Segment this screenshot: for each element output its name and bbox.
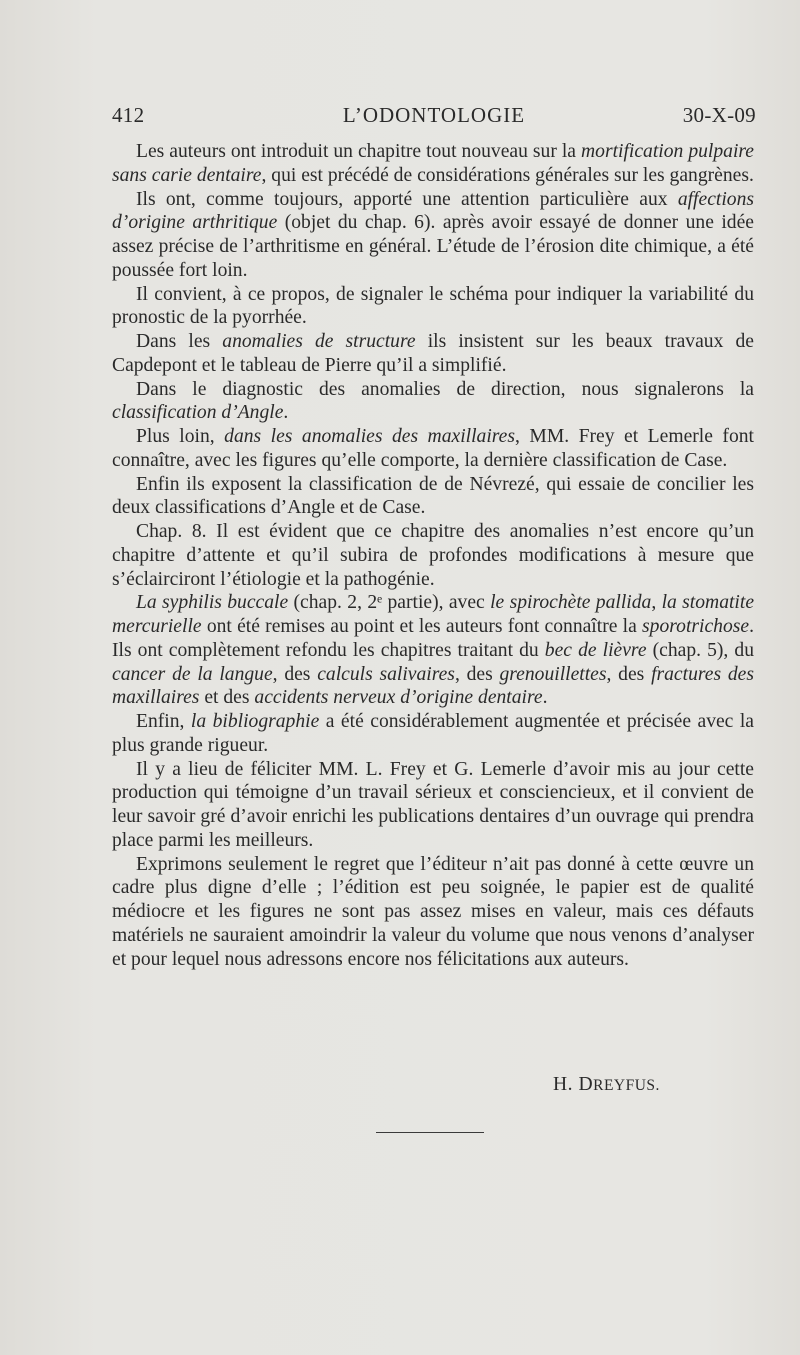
signature-surname-smallcaps: REYFUS. [593, 1077, 660, 1094]
text-run: . [542, 687, 548, 709]
italic-phrase: accidents nerveux d’origine dentaire [254, 687, 543, 709]
paragraph [112, 473, 754, 521]
italic-phrase: grenouillettes [499, 663, 607, 685]
paragraph [112, 710, 754, 758]
text-run: Chap. 8. Il est évident que ce chapitre des anomalies n’est encore qu’un chapitre d’attente et qu’il subira de profondes modifications à mesure que s’éclairciront l’étiologie et la pathogénie. [112, 521, 754, 590]
text-run: . Ils ont complètement refondu les chapitres traitant du [112, 616, 754, 661]
text-run: (chap. 2, 2ᵉ partie), avec [288, 592, 491, 614]
text-run: , [651, 592, 662, 614]
paragraph [112, 425, 754, 473]
text-run: ont été remises au point et les auteurs font connaître la [201, 616, 643, 637]
paragraph [112, 853, 754, 972]
text-run: Dans le diagnostic des anomalies de direction, nous signalerons la [136, 378, 754, 400]
text-run: Dans les [136, 331, 223, 352]
text-run: Plus loin, [136, 426, 225, 447]
paragraph [112, 378, 754, 426]
paragraph [112, 591, 754, 710]
text-run: (objet du chap. 6). après avoir essayé de donner une idée assez précise de l’arthritisme en général. L’étude de l’érosion dite chimique, a été poussée fort loin. [112, 212, 754, 281]
text-run: ils insistent sur les beaux travaux de Capdepont et le tableau de Pierre qu’il a simplifié. [112, 331, 754, 376]
italic-phrase: la bibliographie [190, 711, 320, 732]
paragraph [112, 758, 754, 853]
paragraph [112, 188, 754, 283]
italic-phrase: fractures des maxillaires [112, 663, 754, 709]
italic-phrase: bec de lièvre [544, 639, 647, 661]
text-run: et des [199, 687, 255, 709]
text-run: (chap. 5), du [646, 639, 755, 661]
paragraph [112, 283, 754, 331]
end-rule [376, 1132, 484, 1133]
issue-date: 30-X-09 [682, 103, 756, 127]
paragraph [112, 330, 754, 378]
text-run: Enfin ils exposent la classification de de Névrezé, qui essaie de concilier les deux classifications d’Angle et de Case. [112, 473, 754, 519]
text-run: a été considérablement augmentée et précisée avec la plus grande rigueur. [112, 711, 754, 756]
text-run: . [283, 402, 289, 424]
italic-phrase: affections d’origine arthritique [112, 188, 754, 234]
text-run: Exprimons seulement le regret que l’éditeur n’ait pas donné à cette œuvre un cadre plus digne d’elle ; l’édition est peu soignée, le papier est de qualité médiocre et les figures ne sont pas assez mises en valeur, mais ces défauts matériels ne sauraient amoindrir la valeur du volume que nous venons d’analyser et pour lequel nous adressons encore nos félicitations aux auteurs. [112, 853, 754, 970]
text-run: , des [606, 663, 652, 685]
text-run: , MM. Frey et Lemerle font connaître, avec les figures qu’elle comporte, la dernière classification de Case. [112, 426, 754, 471]
page-number: 412 [112, 103, 145, 127]
paragraph [112, 520, 754, 591]
text-run: , qui est précédé de considérations générales sur les gangrènes. [261, 164, 754, 186]
italic-phrase: dans les anomalies des maxillaires [224, 426, 515, 447]
italic-phrase: sporotrichose [642, 616, 750, 637]
italic-phrase: calculs salivaires [317, 663, 455, 685]
text-run: , des [454, 663, 500, 685]
text-run: Les auteurs ont introduit un chapitre tout nouveau sur la [136, 141, 581, 162]
text-run: Enfin, [136, 711, 191, 732]
text-run: , des [272, 663, 318, 685]
italic-phrase: La syphilis buccale [136, 592, 289, 614]
italic-phrase: la stomatite mercurielle [112, 592, 755, 637]
italic-phrase: mortification pulpaire sans carie dentaire [112, 141, 754, 186]
italic-phrase: anomalies de structure [222, 331, 416, 352]
author-signature [553, 1074, 660, 1096]
italic-phrase: classification d’Angle [112, 402, 284, 424]
paragraph [112, 140, 754, 188]
running-title: L’ODONTOLOGIE [342, 103, 526, 127]
article-body [112, 140, 754, 971]
running-header [112, 103, 756, 131]
text-run: Il convient, à ce propos, de signaler le schéma pour indiquer la variabilité du pronostic de la pyorrhée. [112, 283, 754, 329]
italic-phrase: le spirochète pallida [490, 592, 652, 614]
signature-initial: H. D [553, 1074, 594, 1095]
italic-phrase: cancer de la langue [112, 663, 273, 685]
text-run: Ils ont, comme toujours, apporté une attention particulière aux [136, 188, 678, 210]
text-run: Il y a lieu de féliciter MM. L. Frey et G. Lemerle d’avoir mis au jour cette production qui témoigne d’un travail sérieux et consciencieux, et il convient de leur savoir gré d’avoir enrichi les publications dentaires d’un ouvrage qui prendra place parmi les meilleurs. [112, 758, 754, 851]
